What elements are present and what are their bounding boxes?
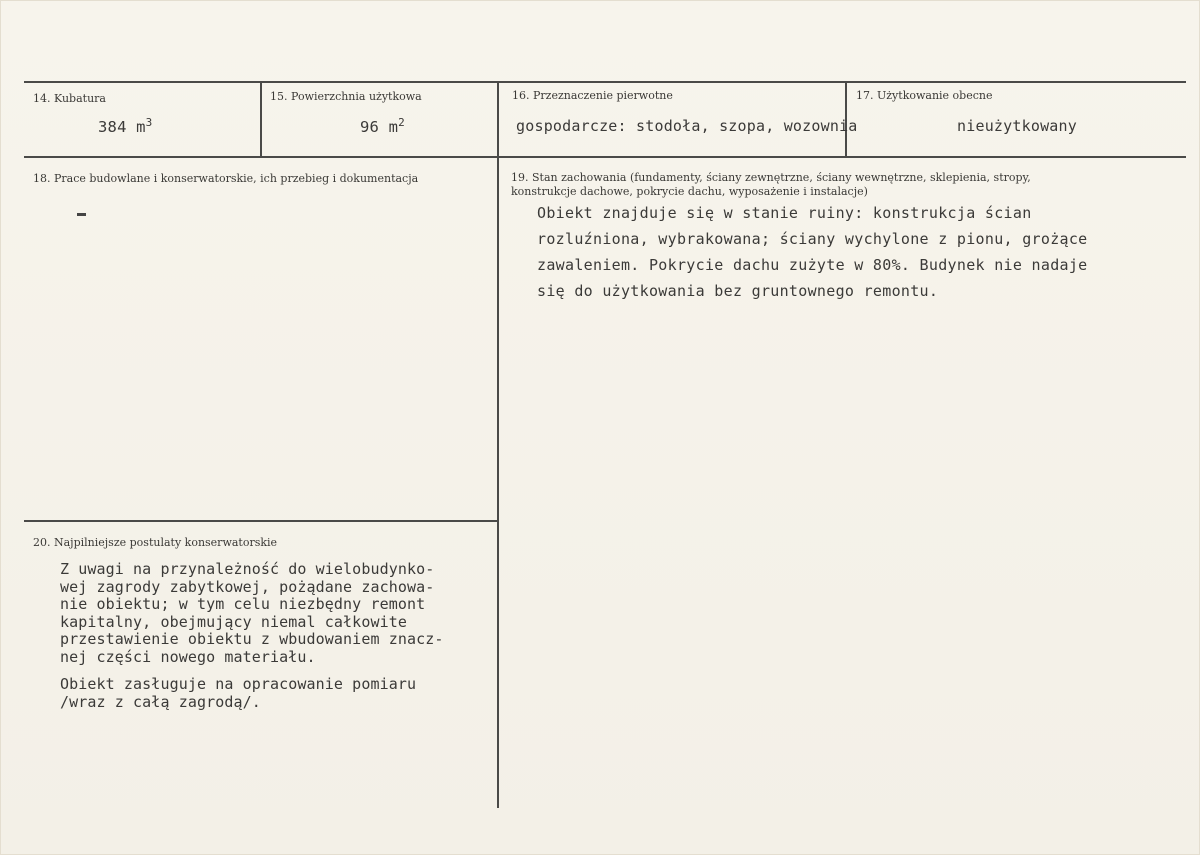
field19-text: Obiekt znajduje się w stanie ruiny: konstrukcja ścian rozluźniona, wybrakowana; ściany wychylone z pionu, grożące zawaleniem. Pokrycie dachu zużyte w 80%. Budynek nie nadaje się do użytkowania bez gruntownego remontu. (537, 204, 1088, 300)
divider-main (497, 81, 499, 808)
field14-value-text: 384 m (98, 118, 146, 137)
field15-unit-exponent: 2 (398, 116, 405, 129)
field17-label: 17. Użytkowanie obecne (856, 89, 993, 102)
field19-label-line2: konstrukcje dachowe, pokrycie dachu, wyposażenie i instalacje) (511, 185, 868, 198)
field19-label-line1: 19. Stan zachowania (fundamenty, ściany zewnętrzne, ściany wewnętrzne, sklepienia, stropy, (511, 171, 1031, 184)
top-border-line (24, 81, 1186, 83)
field15-value (360, 116, 405, 136)
field14-unit-exponent: 3 (145, 116, 153, 129)
row1-bottom-line (24, 156, 1186, 158)
field17-value: nieużytkowany (957, 117, 1077, 135)
field18-empty-dash (77, 213, 86, 216)
divider-14-15 (260, 81, 262, 158)
field18-label: 18. Prace budowlane i konserwatorskie, ich przebieg i dokumentacja (33, 172, 419, 185)
field15-label: 15. Powierzchnia użytkowa (270, 90, 422, 103)
field20-text-note: Obiekt zasługuje na opracowanie pomiaru /wraz z całą zagrodą/. (60, 675, 417, 711)
field16-label: 16. Przeznaczenie pierwotne (512, 89, 673, 102)
field18-bottom-line (24, 520, 498, 522)
field14-label: 14. Kubatura (33, 92, 106, 105)
field14-value (98, 116, 153, 136)
field15-value-text: 96 m (360, 118, 399, 137)
field20-label: 20. Najpilniejsze postulaty konserwatorskie (33, 536, 278, 549)
field16-value: gospodarcze: stodoła, szopa, wozownia (516, 117, 858, 135)
field20-text-main: Z uwagi na przynależność do wielobudynko- wej zagrody zabytkowej, pożądane zachowa- nie obiektu; w tym celu niezbędny remont kapitalny, obejmujący niemal całkowite przestawienie obiektu z wbudowaniem znacz- nej części nowego materiału. (60, 560, 444, 666)
